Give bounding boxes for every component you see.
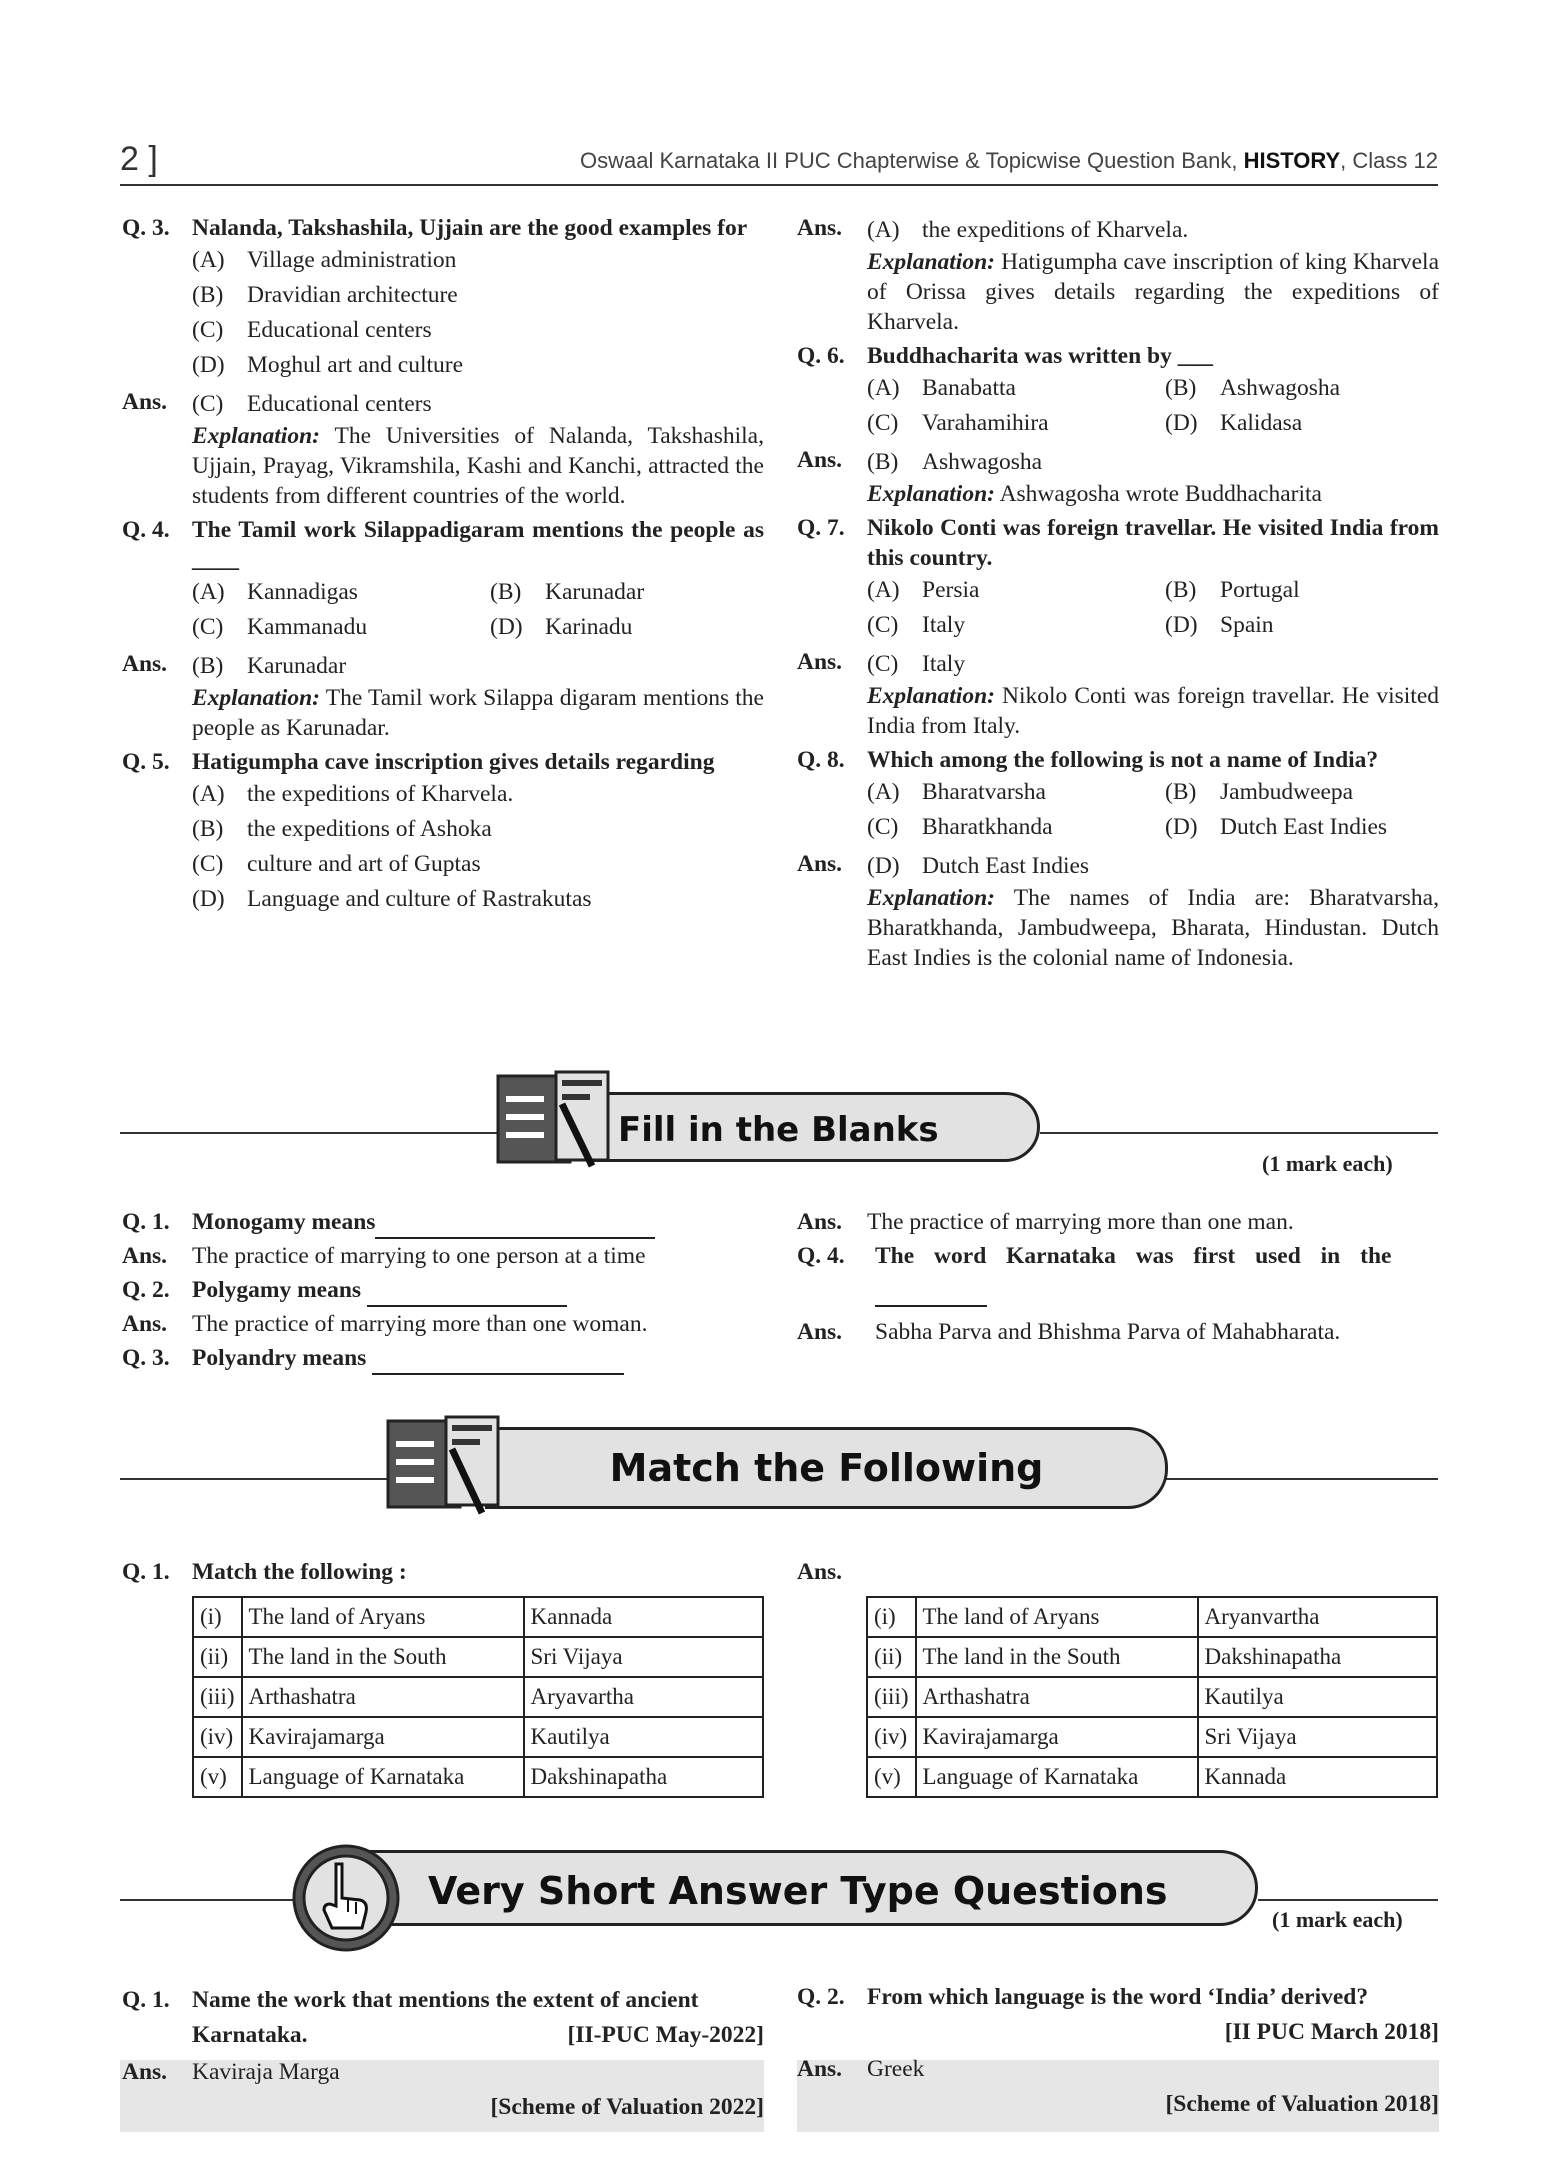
explanation: Explanation: The Universities of Nalanda, Takshashila, Ujjain, Prayag, Vikramshila, Kashi and Kanchi, attracted the students from different countries of the world. [192,423,764,509]
table-row: (v) Language of Karnataka Kannada [867,1757,1437,1797]
match-answer-table [866,1596,1438,1798]
table-row: (i) The land of Aryans Aryanvartha [867,1597,1437,1637]
fill-q3: Q. 3. Polyandry means [122,1341,762,1375]
option: (B) Dravidian architecture [192,282,458,308]
page-number: 2 ] [120,140,158,178]
section-title: Fill in the Blanks [590,1092,1040,1162]
marks-label: (1 mark each) [1262,1151,1393,1176]
answer-q4: Ans. (B) Karunadar Explanation: The Tamil work Silappa digaram mentions the people as Karunadar. [122,651,764,741]
section-title: Match the Following [485,1427,1168,1509]
fill-a1: Ans. The practice of marrying to one person at a time [122,1243,646,1269]
option: (A) Village administration [192,247,457,273]
table-row: (iv) Kavirajamarga Kautilya [193,1717,763,1757]
explanation: Explanation: Nikolo Conti was foreign travellar. He visited India from Italy. [867,683,1439,739]
explanation: Explanation: The Tamil work Silappa digaram mentions the people as Karunadar. [192,685,764,741]
fill-right-column [797,1205,1439,1349]
page-header [120,138,1438,186]
table-row: (iv) Kavirajamarga Sri Vijaya [867,1717,1437,1757]
question-q4: Q. 4. The Tamil work Silappadigaram mentions the people as ____ (A) Kannadigas (B) Karunadar (C) Kammanadu (D) Karinadu [122,515,764,645]
fill-q4: Q. 4. The word Karnataka was first used in the [797,1239,1439,1315]
option: (D) Moghul art and culture [192,352,464,378]
option: (C) culture and art of Guptas [192,851,481,877]
book-title: Oswaal Karnataka II PUC Chapterwise & Topicwise Question Bank, HISTORY, Class 12 [580,148,1438,173]
question-q3: Q. 3. Nalanda, Takshashila, Ujjain are the good examples for (A) Village administration (B) Dravidian architecture (C) Educational centers (D) Moghul art and culture [122,213,764,383]
explanation: Explanation: Hatigumpha cave inscription of king Kharvela of Orissa gives details regarding the expeditions of Kharvela. [867,249,1439,335]
table-row: (iii) Arthashatra Aryavartha [193,1677,763,1717]
option: (D) Language and culture of Rastrakutas [192,886,592,912]
fill-left-column [122,1205,762,1375]
match-question-label: Q. 1. [122,1559,170,1585]
match-question-table [192,1596,764,1798]
match-banner [0,1415,1550,1515]
match-question-text: Match the following : [192,1559,407,1585]
vsa-q1: Q. 1. Name the work that mentions the extent of ancient Karnataka. [II-PUC May-2022] Ans. Kaviraja Marga [Scheme of Valuation 2022] [122,1987,764,2120]
answer-q3: Ans. (C) Educational centers Explanation: The Universities of Nalanda, Takshashila, Ujjain, Prayag, Vikramshila, Kashi and Kanchi, attracted the students from different countries of the world. [122,389,764,509]
table-row: (i) The land of Aryans Kannada [193,1597,763,1637]
fill-a4: Ans. Sabha Parva and Bhishma Parva of Mahabharata. [797,1319,1341,1345]
vsa-q2: Q. 2. From which language is the word ‘India’ derived? [II PUC March 2018] Ans. Greek [Scheme of Valuation 2018] [797,1984,1439,2117]
option-row: (A) Persia (B) Portugal [867,577,1300,603]
question-q7: Q. 7. Nikolo Conti was foreign travellar. He visited India from this country. (A) Persia (B) Portugal (C) Italy (D) Spain [797,513,1439,643]
question-q8: Q. 8. Which among the following is not a name of India? (A) Bharatvarsha (B) Jambudweepa (C) Bharatkhanda (D) Dutch East Indies [797,745,1439,845]
mcq-left-column [122,213,764,921]
answer-q8: Ans. (D) Dutch East Indies Explanation: The names of India are: Bharatvarsha, Bharatkhanda, Jambudweepa, Bharata, Hindustan. Dutch East Indies is the colonial name of Indonesia. [797,851,1439,971]
notepad-pen-icon [386,1415,504,1515]
pointing-hand-icon [290,1842,402,1954]
answer-q5: Ans. (A) the expeditions of Kharvela. Explanation: Hatigumpha cave inscription of king Kharvela of Orissa gives details regarding the expeditions of Kharvela. [797,215,1439,335]
question-q5: Q. 5. Hatigumpha cave inscription gives details regarding (A) the expeditions of Kharvela. (B) the expeditions of Ashoka (C) culture and art of Guptas (D) Language and culture of Rastrakutas [122,747,764,917]
option: (A) the expeditions of Kharvela. [192,781,514,807]
table-row: (iii) Arthashatra Kautilya [867,1677,1437,1717]
table-row: (v) Language of Karnataka Dakshinapatha [193,1757,763,1797]
table-row: (ii) The land in the South Dakshinapatha [867,1637,1437,1677]
fill-a3: Ans. The practice of marrying more than one man. [797,1209,1294,1235]
fill-q2: Q. 2. Polygamy means [122,1273,762,1307]
option: (C) Educational centers [192,317,432,343]
vsa-banner [0,1842,1550,1952]
match-answer-label: Ans. [797,1559,843,1585]
fill-a2: Ans. The practice of marrying more than one woman. [122,1311,648,1337]
notepad-pen-icon [496,1070,614,1168]
option-row: (C) Kammanadu (D) Karinadu [192,614,633,640]
table-row: (ii) The land in the South Sri Vijaya [193,1637,763,1677]
explanation: Explanation: The names of India are: Bharatvarsha, Bharatkhanda, Jambudweepa, Bharata, Hindustan. Dutch East Indies is the colonial name of Indonesia. [867,885,1439,971]
question-q6: Q. 6. Buddhacharita was written by ___ (A) Banabatta (B) Ashwagosha (C) Varahamihira (D) Kalidasa [797,341,1439,441]
section-title: Very Short Answer Type Questions [355,1850,1258,1926]
option-row: (C) Bharatkhanda (D) Dutch East Indies [867,814,1388,840]
marks-label: (1 mark each) [1272,1907,1403,1932]
mcq-right-column [797,213,1439,977]
explanation: Explanation: Ashwagosha wrote Buddhacharita [867,481,1322,507]
option-row: (A) Banabatta (B) Ashwagosha [867,375,1341,401]
option-row: (C) Varahamihira (D) Kalidasa [867,410,1303,436]
fill-q1: Q. 1. Monogamy means [122,1205,762,1239]
answer-q7: Ans. (C) Italy Explanation: Nikolo Conti was foreign travellar. He visited India from Italy. [797,649,1439,739]
option: (B) the expeditions of Ashoka [192,816,492,842]
option-row: (A) Kannadigas (B) Karunadar [192,579,645,605]
option-row: (A) Bharatvarsha (B) Jambudweepa [867,779,1354,805]
answer-q6: Ans. (B) Ashwagosha Explanation: Ashwagosha wrote Buddhacharita [797,445,1439,509]
option-row: (C) Italy (D) Spain [867,612,1274,638]
